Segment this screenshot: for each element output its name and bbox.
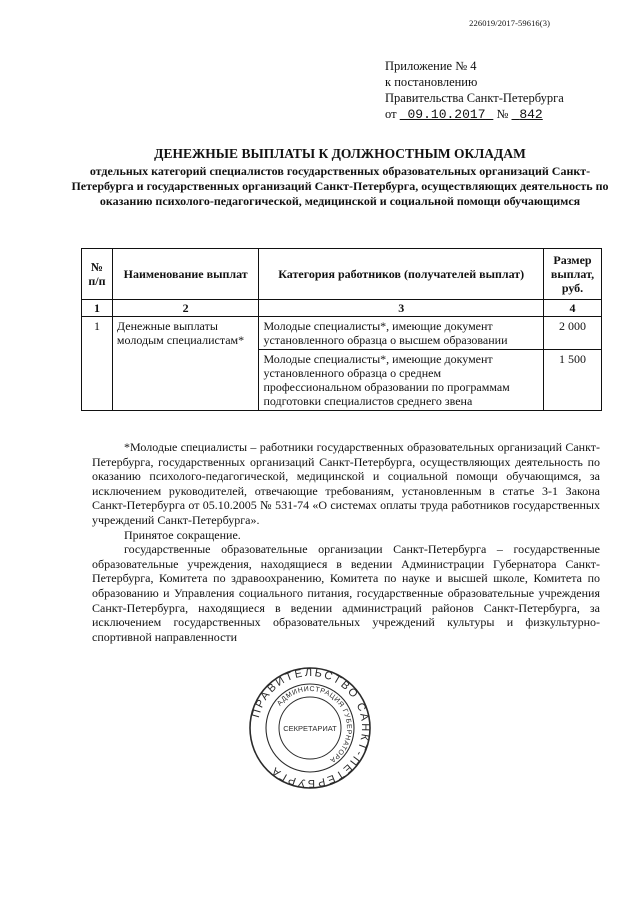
- worker-category: Молодые специалисты*, имеющие документ установленного образца о высшем образовании: [259, 317, 544, 350]
- header-num: № п/п: [82, 249, 113, 300]
- payments-table: [81, 248, 602, 411]
- table-header-row: [82, 249, 602, 300]
- col-number: 1: [82, 300, 113, 317]
- document-id: 226019/2017-59616(3): [469, 18, 550, 28]
- payment-amount: 1 500: [544, 350, 602, 411]
- payment-name: Денежные выплаты молодым специалистам*: [112, 317, 259, 411]
- abbreviation-text: государственные образовательные организации Санкт-Петербурга – государственные образовательные учреждения, находящиеся в ведении Администрации Губернатора Санкт-Петербурга, Комитета по здравоохранению, Комитета по науке и высшей школе, Комитета по образованию и Управления социального питания, государственные образовательные учреждения Санкт-Петербурга, находящиеся в ведении администраций районов Санкт-Петербурга, за исключением государственных образовательных учреждений культуры и физкультурно-спортивной направленности: [92, 542, 600, 644]
- appendix-block: [385, 58, 564, 123]
- col-number: 3: [259, 300, 544, 317]
- seal-center-text: СЕКРЕТАРИАТ: [283, 724, 337, 733]
- appendix-authority: Правительства Санкт-Петербурга: [385, 91, 564, 105]
- official-seal-stamp: [248, 666, 372, 790]
- seal-inner-text: АДМИНИСТРАЦИЯ ГУБЕРНАТОРА: [276, 685, 353, 764]
- appendix-date-line: [385, 106, 564, 123]
- appendix-number: Приложение № 4: [385, 59, 477, 73]
- resolution-number: 842: [519, 107, 543, 122]
- header-name: Наименование выплат: [112, 249, 259, 300]
- abbreviation-heading: Принятое сокращение.: [124, 527, 241, 542]
- title-main: ДЕНЕЖНЫЕ ВЫПЛАТЫ К ДОЛЖНОСТНЫМ ОКЛАДАМ: [154, 146, 526, 161]
- number-prefix: №: [496, 107, 509, 121]
- column-numbers-row: [82, 300, 602, 317]
- resolution-date: 09.10.2017: [407, 107, 486, 122]
- col-number: 2: [112, 300, 259, 317]
- table-row: [82, 317, 602, 350]
- row-num: 1: [82, 317, 113, 411]
- notes-section: [92, 440, 600, 644]
- seal-outer-text: ПРАВИТЕЛЬСТВО САНКТ-ПЕТЕРБУРГА: [250, 666, 372, 790]
- worker-category: Молодые специалисты*, имеющие документ установленного образца о среднем профессиональном образовании по программам подготовки специалистов среднего звена: [259, 350, 544, 411]
- payment-amount: 2 000: [544, 317, 602, 350]
- header-amount: Размер выплат, руб.: [544, 249, 602, 300]
- header-category: Категория работников (получателей выплат): [259, 249, 544, 300]
- document-title: [60, 146, 620, 209]
- title-subtitle: отдельных категорий специалистов государственных образовательных организаций Санкт-Петербурга и государственных организаций Санкт-Петербурга, осуществляющих деятельность по оказанию психолого-педагогической, медицинской и социальной помощи обучающимся: [71, 164, 609, 208]
- col-number: 4: [544, 300, 602, 317]
- footnote: *Молодые специалисты – работники государственных образовательных организаций Санкт-Петербурга, государственных организаций Санкт-Петербурга, осуществляющих деятельность по оказанию психолого-педагогической, медицинской и социальной помощи обучающимся, за исключением руководителей, отвечающие требованиям, установленным в статье 3-1 Закона Санкт-Петербурга от 05.10.2005 № 531-74 «О системах оплаты труда работников государственных учреждений Санкт-Петербурга».: [92, 440, 600, 527]
- date-prefix: от: [385, 107, 397, 121]
- appendix-ref: к постановлению: [385, 75, 478, 89]
